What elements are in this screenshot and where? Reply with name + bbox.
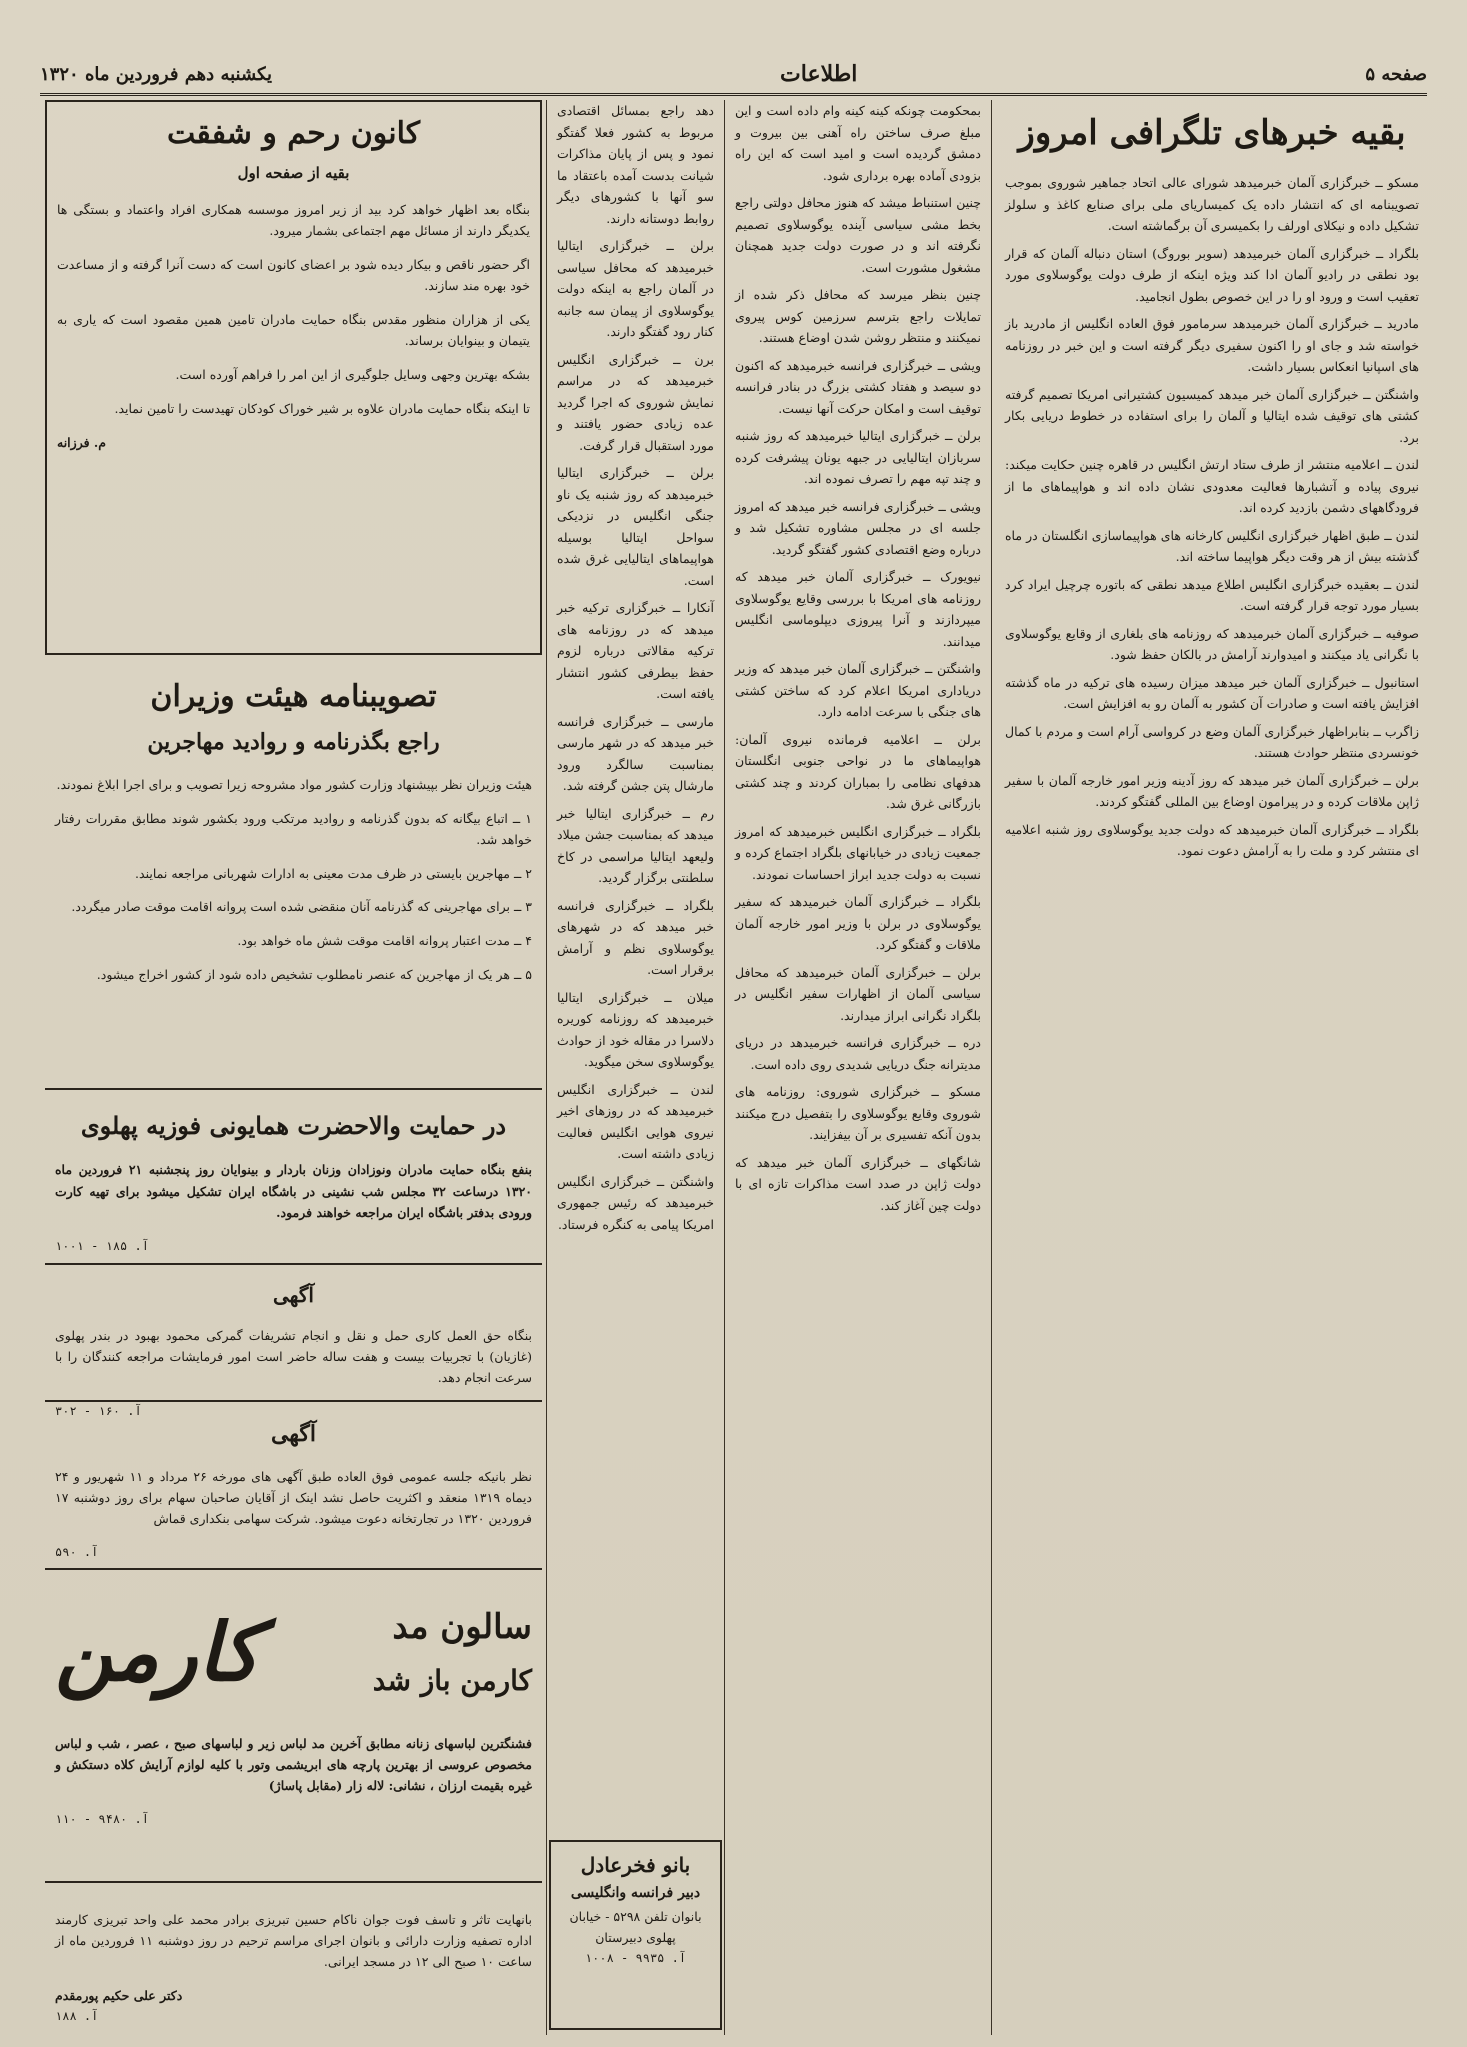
cabinet-paragraph: ۳ ــ برای مهاجرینی که گذرنامه آنان منقضی شده است پروانه اقامت موقت صادر میگردد. [71, 899, 532, 915]
news-item: نیویورک ــ خبرگزاری آلمان خبر میدهد که روزنامه های امریکا با بررسی وقایع یوگوسلاوی میپردازند و آنرا پیروزی دیپلوماسی انگلیس میدانند. [735, 569, 981, 649]
obituary-text: بانهایت تاثر و تاسف فوت جوان ناکام حسین تبریزی برادر محمد علی واحد تبریزی کارمند اداره تصفیه وزارت دارائی و بانوان اجرای مراسم ترحیم در روز دوشنبه ۱۱ فروردین ماه از ساعت ۱۰ صبح الی ۱۲ در مسجد ایرانی. [55, 1911, 532, 1969]
cabinet-decree [45, 665, 542, 1090]
news-item: برلن ــ اعلامیه فرمانده نیروی آلمان: هواپیماهای ما در نواحی جنوبی انگلستان هدفهای نظامی را بمباران کردند و چند کشتی بازرگانی غرق شد. [735, 731, 981, 811]
salon-text: فشنگترین لباسهای زنانه مطابق آخرین مد لباس زیر و لباسهای صبح ، عصر ، شب و لباس مخصوص عروسی از بهترین پارچه های ابریشمی وتور با کلیه لوازم آرایش کلاه دستکش و غیره بقیمت ارزان ، نشانی: لاله زار (مقابل پاساژ) [55, 1735, 532, 1793]
ad-text: بنگاه حق العمل کاری حمل و نقل و انجام تشریفات گمرکی محمود بهبود در بندر پهلوی (غازیان) با تجربیات بیست و هفت ساله حاضر است امور فرمایشات مراجعه کنندگان را با سرعت انجام دهد. [55, 1327, 532, 1385]
news-item: مارسی ــ خبرگزاری فرانسه خبر میدهد که در شهر مارسی بمناسبت سالگرد ورود مارشال پتن جشن گرفته شد. [557, 713, 714, 793]
royal-title: در حمایت والاحضرت همایونی فوزیه پهلوی [80, 1111, 507, 1140]
masthead [40, 55, 1427, 96]
column-rule [724, 100, 725, 2035]
teacher-ad [549, 1840, 722, 2030]
charity-paragraph: تا اینکه بنگاه حمایت مادران علاوه بر شیر خوراک کودکان تهیدست را تامین نماید. [114, 400, 530, 416]
news-item: چنین استنباط میشد که هنوز محافل دولتی راجع بخط مشی سیاسی آینده یوگوسلاوی تصمیم نگرفته اند و در صورت دولت جدید همچنان مشغول مشورت است. [735, 195, 981, 275]
customs-ad [45, 1272, 542, 1418]
news-item: برلن ــ خبرگزاری ایتالیا خبرمیدهد که روز شنبه سربازان ایتالیایی در جبهه یونان پیشرفت کرده و چند تپه مهم را تصرف نموده اند. [735, 428, 981, 486]
salon-name: کارمن [55, 1605, 260, 1699]
charity-paragraph: اگر حضور ناقص و بیکار دیده شود بر اعضای کانون است که دست آنرا گرفته و از مساعدت خود بهره مند سازند. [57, 257, 530, 294]
news-item: چنین بنظر میرسد که محافل ذکر شده از تمایلات راجع بترسم سرزمین کوس پیروی نمیکنند و منتظر روشن شدن اوضاع هستند. [735, 287, 981, 345]
news-item: رم ــ خبرگزاری ایتالیا خبر میدهد که بمناسبت جشن میلاد ولیعهد ایتالیا مراسمی در کاخ سلطنتی برگزار گردید. [557, 805, 714, 885]
news-item: مسکو ــ خبرگزاری شوروی: روزنامه های شوروی وقایع یوگوسلاوی را بتفصیل درج میکنند بدون آنکه تفسیری بر آن بیفزایند. [735, 1084, 981, 1142]
charity-title: کانون رحم و شفقت [166, 116, 421, 151]
ad-code: آ. ۵۹۰ [55, 1545, 99, 1560]
ad-code: آ. ۱۶۰ - ۳۰۲ [55, 1403, 142, 1418]
teacher-subject: دبیر فرانسه وانگلیسی [570, 1885, 701, 1901]
cabinet-paragraph: ۴ ــ مدت اعتبار پروانه اقامت موقت شش ماه خواهد بود. [237, 933, 532, 949]
news-item: برلن ــ خبرگزاری آلمان خبرمیدهد که محافل سیاسی آلمان از اظهارات سفیر انگلیس در بلگراد نگرانی ابراز میدارند. [735, 964, 981, 1023]
news-item: شانگهای ــ خبرگزاری آلمان خبر میدهد که دولت ژاپن در صدد است مذاکرات تازه ای با دولت چین آغاز کند. [735, 1154, 981, 1213]
charity-paragraph: بنگاه بعد اظهار خواهد کرد بید از زیر امروز موسسه همکاری افراد واعتماد و بستگی ها یکدیگر دارند از مسائل مهم اجتماعی بشمار میرود. [57, 202, 530, 239]
cabinet-title: تصویبنامه هیئت وزیران [150, 679, 437, 714]
continued-label: بقیه از صفحه اول [237, 164, 350, 182]
news-item: بلگراد ــ خبرگزاری آلمان خبرمیدهد که دولت جدید یوگوسلاوی روز شنبه اعلامیه ای منتشر کرد و ملت را به آرامش دعوت نمود. [1005, 821, 1419, 859]
cabinet-subtitle: راجع بگذرنامه و روادید مهاجرین [147, 729, 440, 755]
telegraph-news-column [997, 100, 1427, 2035]
ad-text: نظر بانیکه جلسه عمومی فوق العاده طبق آگهی های مورخه ۲۶ مرداد و ۱۱ شهریور و ۲۴ دیماه ۱۳۱۹ منعقد و اکثریت حاصل نشد اینک از آقایان صاحبان سهام برای روز دوشنبه ۱۷ فروردین ۱۳۲۰ در تجارتخانه دعوت میشود. شرکت سهامی بنکداری قماش [55, 1468, 533, 1527]
teacher-name: بانو فخرعادل [580, 1853, 691, 1877]
ad-title: آگهی [270, 1421, 317, 1447]
newspaper-name: اطلاعات [780, 61, 858, 87]
news-item: برن ــ خبرگزاری انگلیس خبرمیدهد که در مراسم نمایش شوروی که اجرا گردید عده زیادی حضور یافتند و مورد استقبال قرار گرفت. [557, 351, 714, 453]
charity-paragraph: بشکه بهترین وجهی وسایل جلوگیری از این امر را فراهم آورده است. [175, 367, 530, 382]
news-item: استانبول ــ خبرگزاری آلمان خبر میدهد میزان رسیده های ترکیه در ماه گذشته افزایش یافته است و صادرات آن کشور به آلمان رو به افزایش است. [1005, 674, 1419, 712]
news-item: زاگرب ــ بنابراظهار خبرگزاری آلمان وضع در کرواسی آرام است و مردم با کمال خونسردی منتظر حوادث هستند. [1005, 723, 1419, 761]
royal-text: بنفع بنگاه حمایت مادران ونوزادان وزنان باردار و بینوایان روز پنجشنبه ۲۱ فروردین ماه ۱۳۲۰ درساعت ۳۲ مجلس شب نشینی در باشگاه ایران تشکیل میشود برای تهیه کارت ورودی بدفتر باشگاه ایران مراجعه خواهند فرمود. [55, 1162, 533, 1220]
obituary-signature: دکتر علی حکیم پورمقدم [55, 1987, 183, 2003]
news-item: بلگراد ــ خبرگزاری انگلیس خبرمیدهد که امروز جمعیت زیادی در خیابانهای بلگراد اجتماع کرده و نسبت به دولت جدید ابراز احساسات نمودند. [735, 823, 981, 882]
news-item: بلگراد ــ خبرگزاری آلمان خبرمیدهد (سوبر بوروگ) استان دنباله آلمان که قرار بود نطقی در رادیو آلمان ادا کند ویژه اینکه از طرف دولت یوگوسلاوی مورد تعقیب است و ورود او را در این خصوص بطول انجامید. [1005, 245, 1419, 304]
news-item: لندن ــ خبرگزاری انگلیس خبرمیدهد که در روزهای اخیر نیروی هوایی انگلیس فعالیت زیادی داشته است. [557, 1081, 714, 1161]
news-column-third [549, 100, 722, 1825]
ad-code: آ. ۱۸۵ - ۱۰۰۱ [55, 1238, 149, 1253]
news-item: برلن ــ خبرگزاری ایتالیا خبرمیدهد که محافل سیاسی در آلمان راجع به اینکه دولت یوگوسلاوی از پیمان سه جانبه کنار رود گفتگو دارند. [557, 238, 714, 339]
cabinet-paragraph: ۱ ــ اتباع بیگانه که بدون گذرنامه و روادید مرتکب ورود بکشور شوند مطابق مقررات رفتار خواهد شد. [55, 810, 532, 847]
news-item: واشنگتن ــ خبرگزاری آلمان خبر میدهد که وزیر دریاداری امریکا اعلام کرد که ساختن کشتی های جنگی با سرعت ادامه دارد. [735, 661, 981, 719]
news-item: ویشی ــ خبرگزاری فرانسه خبرمیدهد که اکنون دو سیصد و هفتاد کشتی بزرگ در بنادر فرانسه توقیف است و امکان حرکت آنها نیست. [735, 357, 981, 416]
news-item: برلن ــ خبرگزاری آلمان خبر میدهد که روز آدینه وزیر امور خارجه آلمان با سفیر ژاپن ملاقات کرده و در پیرامون اوضاع بین المللی گفتگو کردند. [1005, 772, 1419, 810]
column-rule [991, 100, 992, 2035]
news-item: مسکو ــ خبرگزاری آلمان خبرمیدهد شورای عالی اتحاد جماهیر شوروی بموجب تصویبنامه ای که انتشار داده یک کمیساریای ملی برای صنایع کاغذ و سلولز تشکیل داده و نیکلای اورلف را بکمیسری آن برگماشته است. [1005, 175, 1419, 234]
news-item: لندن ــ اعلامیه منتشر از طرف ستاد ارتش انگلیس در قاهره چنین حکایت میکند: نیروی پیاده و آتشبارها فعالیت معدودی نشان داده اند و هواپیماهای ما از فرودگاههای دشمن بازدید کرده اند. [1005, 457, 1419, 516]
news-item: میلان ــ خبرگزاری ایتالیا خبرمیدهد که روزنامه کوریره دلاسرا در مقاله خود از حوادث یوگوسلاوی سخن میگوید. [557, 989, 714, 1069]
cabinet-paragraph: ۲ ــ مهاجرین بایستی در ظرف مدت معینی به ادارات شهربانی مراجعه نمایند. [135, 865, 532, 881]
teacher-address: بانوان تلفن ۵۲۹۸ - خیابان پهلوی دبیرستان [569, 1908, 702, 1946]
obituary-notice [45, 1890, 542, 2030]
news-item: برلن ــ خبرگزاری ایتالیا خبرمیدهد که روز شنبه یک ناو جنگی انگلیس در نزدیکی سواحل ایتالیا بوسیله هواپیماهای ایتالیایی غرق شده است. [557, 465, 714, 588]
news-item: لندن ــ طبق اظهار خبرگزاری انگلیس کارخانه های هواپیماسازی انگلستان در ماه گذشته بیش از هر وقت دیگر هواپیما ساخته اند. [1005, 527, 1419, 565]
ad-code: آ. ۹۹۳۵ - ۱۰۰۸ [584, 1951, 687, 1966]
page-number: صفحه ۵ [1365, 63, 1427, 85]
news-item: دهد راجع بمسائل اقتصادی مربوط به کشور فعلا گفتگو نمود و پس از پایان مذاکرات شیانت بدست آمده باعتقاد ما سو آنها با کشورهای دیگر روابط دوستانه دارند. [557, 103, 714, 226]
telegraph-headline: بقیه خبرهای تلگرافی امروز [1018, 113, 1406, 153]
ad-code: آ. ۹۴۸۰ - ۱۱۰ [55, 1811, 149, 1826]
news-item: واشنگتن ــ خبرگزاری انگلیس خبرمیدهد که رئیس جمهوری امریکا پیامی به کنگره فرستاد. [557, 1173, 714, 1232]
news-item: آنکارا ــ خبرگزاری ترکیه خبر میدهد که در روزنامه های ترکیه مقالاتی درباره لزوم حفظ بیطرفی کشور انتشار یافته است. [557, 600, 714, 701]
cabinet-paragraph: هیئت وزیران نظر بپیشنهاد وزارت کشور مواد مشروحه زیرا تصویب و برای اجرا ابلاغ نمودند. [56, 776, 532, 792]
charity-paragraph: یکی از هزاران منظور مقدس بنگاه حمایت مادران تامین همین مقصود است که یاری به یتیمان و بینوایان برساند. [57, 312, 530, 349]
news-item: بلگراد ــ خبرگزاری آلمان خبرمیدهد که سفیر یوگوسلاوی در برلن با وزیر امور خارجه آلمان ملاقات و گفتگو کرد. [735, 894, 981, 952]
charity-box [45, 100, 542, 655]
shareholders-ad [45, 1410, 542, 1570]
cabinet-paragraph: ۵ ــ هر یک از مهاجرین که عنصر نامطلوب تشخیص داده شود از کشور اخراج میشود. [96, 966, 532, 982]
salon-ad [45, 1578, 542, 1883]
news-item: ویشی ــ خبرگزاری فرانسه خبر میدهد که امروز جلسه ای در مجلس مشاوره تشکیل شد و درباره وضع اقتصادی کشور گفتگو گردید. [735, 498, 981, 557]
royal-event-notice [45, 1100, 542, 1265]
salon-subtitle: سالون مد [392, 1607, 532, 1648]
news-item: بمحکومت چونکه کینه کینه وام داده است و این مبلغ صرف ساختن راه آهنی بین بیروت و دمشق گردیده است و امید است که این راه بزودی آماده بهره برداری شود. [735, 103, 981, 183]
news-item: دره ــ خبرگزاری فرانسه خبرمیدهد در دریای مدیترانه جنگ دریایی شدیدی روی داده است. [735, 1035, 981, 1072]
issue-date: یکشنبه دهم فروردین ماه ۱۳۲۰ [40, 63, 272, 85]
news-item: مادرید ــ خبرگزاری آلمان خبرمیدهد سرمامور فوق العاده انگلیس از مادرید باز خواسته شد و جای او را اکنون سفیری دیگر گرفته است و این خبر در روزنامه های اسپانیا انعکاس بسیار داشت. [1005, 316, 1419, 375]
ad-code: آ. ۱۸۸ [55, 2009, 99, 2023]
news-item: واشنگتن ــ خبرگزاری آلمان خبر میدهد کمیسیون کشتیرانی امریکا تصمیم گرفته کشتی های توقیف شده ایتالیا و آلمان را برای استفاده در خطوط دریایی بکار برد. [1005, 386, 1419, 445]
news-column-middle [727, 100, 989, 2035]
charity-signature: م. فرزانه [57, 434, 107, 450]
news-item: صوفیه ــ خبرگزاری آلمان خبرمیدهد که روزنامه های بلغاری از وقایع یوگوسلاوی با نگرانی یاد میکنند و امیدوارند آرامش در بالکان حفظ شود. [1005, 625, 1419, 663]
ad-title: آگهی [273, 1283, 314, 1307]
salon-opened: کارمن باز شد [372, 1664, 532, 1698]
news-item: لندن ــ بعقیده خبرگزاری انگلیس اطلاع میدهد نطقی که باتوره چرچیل ایراد کرد بسیار مورد توجه قرار گرفته است. [1005, 576, 1419, 614]
news-item: بلگراد ــ خبرگزاری فرانسه خبر میدهد که در شهرهای یوگوسلاوی نظم و آرامش برقرار است. [557, 897, 714, 977]
column-rule [546, 100, 547, 2035]
